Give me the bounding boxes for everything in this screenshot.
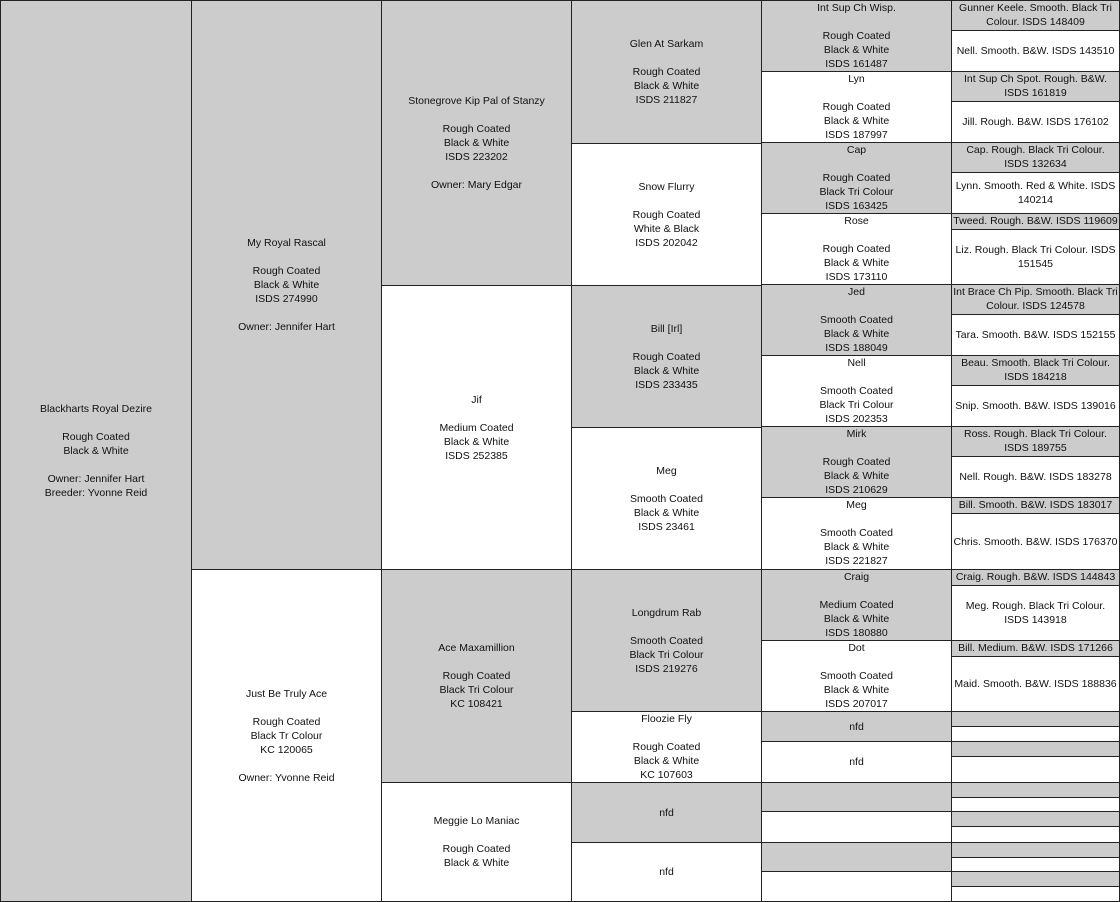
- ancestor-name: Nell: [847, 357, 866, 369]
- ancestor-reg: ISDS 202042: [635, 236, 698, 249]
- great-grandparent-cell: [571, 427, 762, 570]
- sire-reg: ISDS 274990: [255, 293, 318, 305]
- ancestor-reg: ISDS 163425: [825, 200, 888, 212]
- ancestor-name: Mirk: [846, 428, 867, 440]
- ancestor-coat: Smooth Coated: [820, 314, 893, 326]
- dog-colour: Black & White: [63, 445, 129, 457]
- gen5-cell: [951, 385, 1120, 427]
- gen5-empty-cell: [951, 842, 1120, 858]
- ancestor-name: Cap: [846, 144, 867, 156]
- grandparent-reg: ISDS 252385: [445, 449, 508, 462]
- gen4-empty-cell: [761, 782, 952, 812]
- gen5-empty-cell: [951, 726, 1120, 742]
- grandsire-dam-side-cell: [381, 569, 572, 783]
- grandparent-colour: Black & White: [443, 435, 510, 448]
- gen4-cell: [761, 284, 952, 356]
- ancestor-coat: Medium Coated: [819, 599, 894, 611]
- gen5-cell: [951, 30, 1120, 72]
- grandparent-coat: Rough Coated: [442, 123, 511, 135]
- gen5-text: Ross. Rough. Black Tri Colour. ISDS 189755: [964, 428, 1107, 454]
- dam-cell: [191, 569, 382, 902]
- ancestor-name: Meg: [656, 464, 677, 477]
- granddam-dam-side-cell: [381, 782, 572, 902]
- gen5-empty-cell: [951, 857, 1120, 872]
- gen5-text: Chris. Smooth. B&W. ISDS 176370: [953, 535, 1118, 548]
- gen4-empty-cell: [761, 811, 952, 843]
- gen4-cell: [761, 497, 952, 570]
- gen5-text: Nell. Smooth. B&W. ISDS 143510: [956, 45, 1115, 57]
- gen5-cell: [951, 426, 1120, 457]
- gen5-text: Nell. Rough. B&W. ISDS 183278: [959, 471, 1112, 483]
- grandparent-name: Stonegrove Kip Pal of Stanzy: [408, 95, 545, 107]
- ancestor-colour: Black & White: [823, 613, 890, 625]
- ancestor-reg: ISDS 219276: [635, 662, 698, 675]
- ancestor-colour: Black & White: [823, 115, 890, 127]
- great-grandparent-cell: [571, 143, 762, 286]
- gen5-text: Beau. Smooth. Black Tri Colour. ISDS 184218: [961, 357, 1110, 383]
- gen5-text: Gunner Keele. Smooth. Black Tri Colour. ISDS 148409: [959, 2, 1112, 28]
- ancestor-reg: KC 107603: [640, 769, 693, 781]
- ancestor-name: nfd: [659, 806, 674, 819]
- gen5-text: Bill. Smooth. B&W. ISDS 183017: [958, 499, 1113, 511]
- great-grandparent-cell: [571, 0, 762, 144]
- gen5-cell: [951, 497, 1120, 514]
- gen5-cell: [951, 0, 1120, 31]
- ancestor-coat: Smooth Coated: [820, 670, 893, 682]
- ancestor-colour: Black & White: [633, 506, 700, 519]
- ancestor-coat: Rough Coated: [822, 172, 891, 184]
- ancestor-name: Glen At Sarkam: [629, 38, 704, 50]
- gen5-text: Tara. Smooth. B&W. ISDS 152155: [955, 329, 1116, 341]
- gen5-cell: [951, 229, 1120, 285]
- gen5-cell: [951, 284, 1120, 315]
- ancestor-colour: Black & White: [823, 541, 890, 553]
- grandparent-colour: Black & White: [443, 137, 510, 149]
- ancestor-reg: ISDS 210629: [825, 484, 888, 496]
- grandparent-colour: Black & White: [443, 857, 510, 869]
- ancestor-name: Craig: [843, 571, 870, 583]
- gen5-empty-cell: [951, 871, 1120, 887]
- gen5-cell: [951, 172, 1120, 214]
- ancestor-coat: Smooth Coated: [630, 492, 703, 505]
- gen4-empty-cell: [761, 871, 952, 902]
- ancestor-colour: Black Tri Colour: [819, 186, 894, 198]
- grandparent-coat: Rough Coated: [442, 670, 511, 682]
- gen5-cell: [951, 456, 1120, 498]
- ancestor-reg: ISDS 173110: [825, 271, 888, 283]
- gen5-text: Int Sup Ch Spot. Rough. B&W. ISDS 161819: [964, 73, 1107, 99]
- gen5-empty-cell: [951, 741, 1120, 757]
- gen5-text: Jill. Rough. B&W. ISDS 176102: [962, 116, 1109, 128]
- gen5-cell: [951, 569, 1120, 586]
- gen4-cell: [761, 741, 952, 783]
- ancestor-name: nfd: [849, 756, 864, 768]
- ancestor-name: Floozie Fly: [641, 713, 692, 725]
- grandparent-coat: Medium Coated: [439, 421, 514, 434]
- ancestor-coat: Rough Coated: [632, 350, 701, 363]
- dam-colour: Black Tr Colour: [250, 729, 323, 742]
- dam-coat: Rough Coated: [252, 715, 321, 728]
- gen4-cell: [761, 426, 952, 498]
- gen5-cell: [951, 640, 1120, 657]
- ancestor-reg: ISDS 161487: [825, 58, 888, 70]
- ancestor-name: Longdrum Rab: [631, 606, 702, 619]
- gen4-cell: [761, 213, 952, 285]
- dog-name: Blackharts Royal Dezire: [39, 403, 153, 415]
- gen4-cell: [761, 142, 952, 214]
- gen5-empty-cell: [951, 711, 1120, 727]
- granddam-sire-side-cell: [381, 285, 572, 570]
- grandparent-reg: KC 108421: [450, 698, 503, 710]
- ancestor-coat: Rough Coated: [632, 208, 701, 221]
- gen5-text: Snip. Smooth. B&W. ISDS 139016: [955, 400, 1116, 412]
- gen5-text: Tweed. Rough. B&W. ISDS 119609: [953, 215, 1118, 227]
- great-grandparent-cell: [571, 782, 762, 843]
- gen4-cell: [761, 569, 952, 641]
- gen5-cell: [951, 71, 1120, 102]
- gen5-text: Bill. Medium. B&W. ISDS 171266: [958, 642, 1113, 654]
- gen5-empty-cell: [951, 782, 1120, 798]
- dog-owner: Owner: Jennifer Hart: [47, 473, 145, 485]
- ancestor-reg: ISDS 221827: [825, 555, 888, 567]
- ancestor-reg: ISDS 211827: [635, 94, 698, 106]
- gen5-text: Lynn. Smooth. Red & White. ISDS 140214: [955, 180, 1116, 206]
- great-grandparent-cell: [571, 569, 762, 712]
- gen5-cell: [951, 101, 1120, 143]
- gen5-empty-cell: [951, 756, 1120, 783]
- great-grandparent-cell: [571, 711, 762, 783]
- ancestor-coat: Smooth Coated: [820, 527, 893, 539]
- grandparent-name: Ace Maxamillion: [438, 642, 515, 654]
- gen4-empty-cell: [761, 842, 952, 872]
- gen5-empty-cell: [951, 826, 1120, 843]
- ancestor-colour: Black & White: [633, 80, 700, 92]
- ancestor-name: nfd: [849, 720, 864, 733]
- ancestor-coat: Smooth Coated: [630, 634, 703, 647]
- ancestor-coat: Rough Coated: [632, 741, 701, 753]
- ancestor-coat: Rough Coated: [822, 456, 891, 468]
- ancestor-name: Snow Flurry: [638, 180, 695, 193]
- ancestor-reg: ISDS 207017: [825, 698, 888, 710]
- ancestor-name: Jed: [848, 286, 865, 298]
- ancestor-coat: Rough Coated: [822, 243, 891, 255]
- ancestor-name: Bill [Irl]: [650, 322, 683, 335]
- grandparent-coat: Rough Coated: [442, 843, 511, 855]
- ancestor-colour: Black & White: [823, 470, 890, 482]
- ancestor-colour: Black Tri Colour: [629, 648, 704, 661]
- ancestor-name: Rose: [844, 215, 869, 227]
- dog-breeder: Breeder: Yvonne Reid: [44, 487, 148, 499]
- gen5-cell: [951, 142, 1120, 173]
- sire-coat: Rough Coated: [252, 265, 321, 277]
- grandparent-name: Meggie Lo Maniac: [433, 815, 520, 827]
- great-grandparent-cell: [571, 842, 762, 902]
- gen5-cell: [951, 314, 1120, 356]
- gen5-text: Craig. Rough. B&W. ISDS 144843: [955, 571, 1116, 583]
- gen5-text: Meg. Rough. Black Tri Colour. ISDS 143918: [965, 600, 1106, 626]
- gen5-cell: [951, 355, 1120, 386]
- ancestor-colour: Black & White: [823, 328, 890, 340]
- gen4-cell: [761, 711, 952, 742]
- ancestor-reg: ISDS 180880: [825, 627, 888, 639]
- ancestor-name: nfd: [659, 866, 674, 878]
- sire-name: My Royal Rascal: [247, 237, 326, 249]
- ancestor-name: Int Sup Ch Wisp.: [817, 2, 896, 14]
- sire-owner: Owner: Jennifer Hart: [238, 321, 335, 333]
- gen4-cell: [761, 640, 952, 712]
- ancestor-colour: Black & White: [823, 44, 890, 56]
- ancestor-name: Lyn: [848, 73, 865, 85]
- ancestor-colour: Black Tri Colour: [819, 399, 894, 411]
- gen5-text: Maid. Smooth. B&W. ISDS 188836: [954, 678, 1117, 690]
- ancestor-reg: ISDS 188049: [825, 342, 888, 354]
- ancestor-colour: Black & White: [633, 755, 700, 767]
- gen5-empty-cell: [951, 797, 1120, 812]
- gen5-cell: [951, 585, 1120, 641]
- gen5-text: Liz. Rough. Black Tri Colour. ISDS 151545: [955, 244, 1116, 270]
- gen4-cell: [761, 71, 952, 143]
- gen5-empty-cell: [951, 886, 1120, 902]
- grandparent-owner: Owner: Mary Edgar: [430, 179, 523, 191]
- ancestor-colour: White & Black: [633, 222, 700, 235]
- dog-coat: Rough Coated: [62, 431, 130, 443]
- ancestor-coat: Smooth Coated: [820, 385, 893, 397]
- ancestor-colour: Black & White: [823, 684, 890, 696]
- gen5-cell: [951, 513, 1120, 570]
- ancestor-reg: ISDS 233435: [635, 378, 698, 391]
- gen5-cell: [951, 656, 1120, 712]
- grandparent-name: Jif: [471, 393, 482, 406]
- great-grandparent-cell: [571, 285, 762, 428]
- gen4-cell: [761, 0, 952, 72]
- ancestor-coat: Rough Coated: [822, 101, 891, 113]
- gen5-cell: [951, 213, 1120, 230]
- sire-colour: Black & White: [253, 279, 320, 291]
- grandsire-sire-side-cell: [381, 0, 572, 286]
- ancestor-reg: ISDS 23461: [638, 520, 695, 533]
- gen4-cell: [761, 355, 952, 427]
- grandparent-colour: Black Tri Colour: [439, 684, 514, 696]
- dam-name: Just Be Truly Ace: [245, 687, 328, 700]
- ancestor-reg: ISDS 202353: [825, 413, 888, 425]
- ancestor-reg: ISDS 187997: [825, 129, 888, 141]
- ancestor-name: Dot: [848, 642, 865, 654]
- dam-owner: Owner: Yvonne Reid: [238, 771, 335, 784]
- gen5-text: Int Brace Ch Pip. Smooth. Black Tri Colour. ISDS 124578: [953, 286, 1118, 312]
- ancestor-coat: Rough Coated: [822, 30, 891, 42]
- ancestor-coat: Rough Coated: [632, 66, 701, 78]
- ancestor-colour: Black & White: [823, 257, 890, 269]
- gen5-text: Cap. Rough. Black Tri Colour. ISDS 132634: [966, 144, 1105, 170]
- ancestor-colour: Black & White: [633, 364, 700, 377]
- ancestor-name: Meg: [846, 499, 867, 511]
- gen5-empty-cell: [951, 811, 1120, 827]
- sire-cell: [191, 0, 382, 570]
- dam-reg: KC 120065: [260, 743, 313, 756]
- dog-cell: [0, 0, 192, 902]
- grandparent-reg: ISDS 223202: [445, 151, 508, 163]
